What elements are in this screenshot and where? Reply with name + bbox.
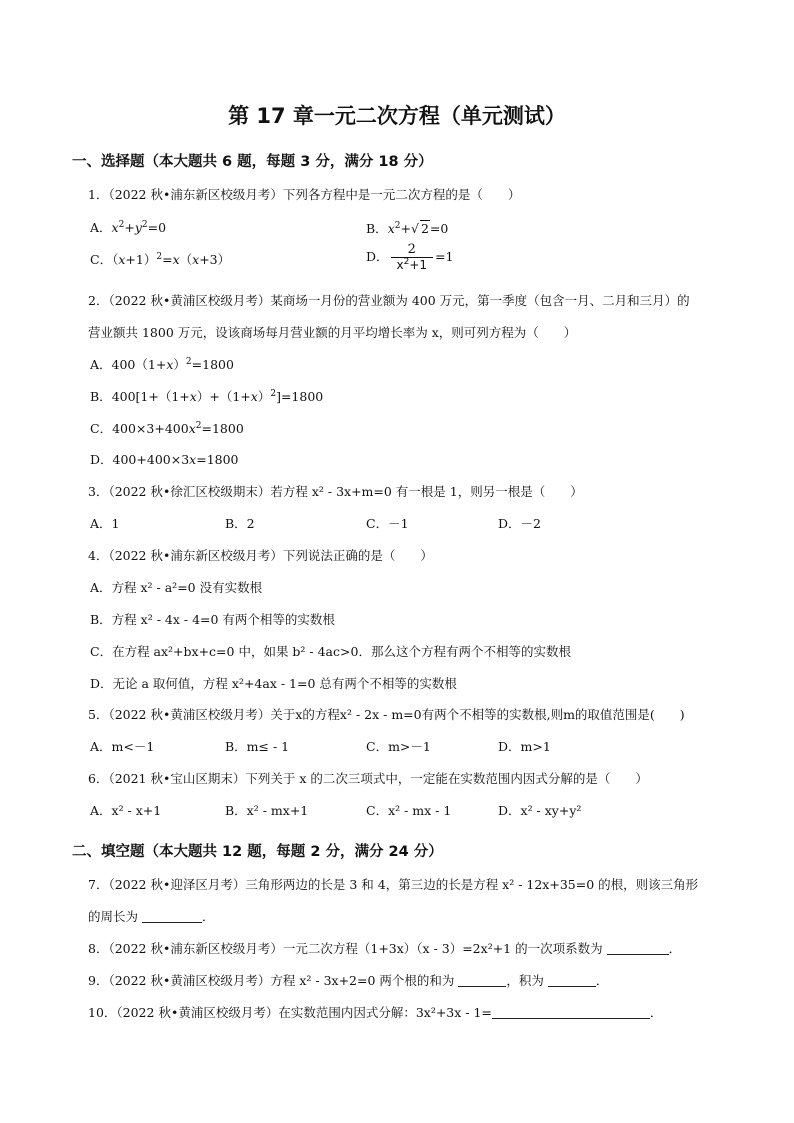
question-5-option-d: D．m>1 [498,739,551,754]
page-title: 第 17 章一元二次方程（单元测试） [228,104,566,128]
question-4-stem: 4．（2022 秋•浦东新区校级月考）下列说法正确的是（ ） [88,548,433,563]
question-5-option-a: A．m<－1 [90,739,155,754]
question-5-option-c: C．m>－1 [366,739,431,754]
answer-blank[interactable] [548,974,596,987]
question-6-option-c: C．x² - mx - 1 [366,803,452,818]
question-2-stem-line1: 2．（2022 秋•黄浦区校级月考）某商场一月份的营业额为 400 万元，第一季度（包含一月、二月和三月）的 [88,293,690,308]
question-7-stem-line2: 的周长为 ． [88,909,215,924]
question-5-option-b: B．m≤ - 1 [225,739,290,754]
question-5-stem: 5．（2022 秋•黄浦区校级月考）关于x的方程x² - 2x - m=0有两个不相等的实数根,则m的取值范围是( ) [88,707,685,722]
section-heading-choice: 一、选择题（本大题共 6 题，每题 3 分，满分 18 分） [72,154,433,170]
question-2-option-c: C．$400\times 3+400x^2=1800$ [90,421,244,436]
question-2-option-a: A．$400(1+x)^2=1800$ [90,357,234,372]
question-3-option-a: A．1 [90,516,120,531]
question-6-option-d: D．x² - xy+y² [498,803,582,818]
answer-blank[interactable] [142,910,202,923]
question-10-stem: 10．（2022 秋•黄浦区校级月考）在实数范围内因式分解：3x²+3x - 1= ． [88,1005,663,1020]
question-1-option-a: A．$x^2+y^2=0$ [90,220,167,235]
section-heading-fill: 二、填空题（本大题共 12 题，每题 2 分，满分 24 分） [72,844,443,860]
question-2-option-b: B．$400[1+(1+x)+(1+x)^2]=1800$ [90,389,324,404]
question-6-option-a: A．x² - x+1 [90,803,162,818]
answer-blank[interactable] [607,942,669,955]
question-2-stem-line2: 营业额共 1800 万元，设该商场每月营业额的月平均增长率为 x，则可列方程为（ ） [88,325,577,340]
fraction: $\frac{2}{x^2+1}$ [391,242,434,273]
question-3-stem: 3．（2022 秋•徐汇区校级期末）若方程 x² - 3x+m=0 有一根是 1，则另一根是（ ） [88,484,583,499]
question-3-option-d: D．－2 [498,516,541,531]
question-3-option-b: B．2 [225,516,255,531]
question-4-option-d: D．无论 a 取何值，方程 x²+4ax - 1=0 总有两个不相等的实数根 [90,676,457,691]
question-1-option-c: C．$(x+1)^2=x(x+3)$ [90,252,231,267]
question-1-stem: 1．（2022 秋•浦东新区校级月考）下列各方程中是一元二次方程的是（ ） [88,187,521,202]
answer-blank[interactable] [458,974,506,987]
question-1-option-d: D． $\frac{2}{x^2+1}$ =1 [366,242,454,272]
question-7-stem-line1: 7．（2022 秋•迎泽区月考）三角形两边的长是 3 和 4，第三边的长是方程 x² - 12x+35=0 的根，则该三角形 [88,877,699,892]
question-4-option-c: C．在方程 ax²+bx+c=0 中，如果 b² - 4ac>0．那么这个方程有两个不相等的实数根 [90,644,571,659]
question-1-option-b: B．$x^2+√$ 2=0 [366,221,449,236]
question-4-option-b: B．方程 x² - 4x - 4=0 有两个相等的实数根 [90,612,335,627]
question-8-stem: 8．（2022 秋•浦东新区校级月考）一元二次方程（1+3x）（x - 3）=2x²+1 的一次项系数为 ． [88,941,682,956]
question-9-stem: 9．（2022 秋•黄浦区校级月考）方程 x² - 3x+2=0 两个根的和为 ，积为 ． [88,973,609,988]
question-6-stem: 6．（2021 秋•宝山区期末）下列关于 x 的二次三项式中，一定能在实数范围内因式分解的是（ ） [88,771,648,786]
answer-blank[interactable] [492,1006,650,1019]
question-3-option-c: C．－1 [366,516,409,531]
question-4-option-a: A．方程 x² - a²=0 没有实数根 [90,580,263,595]
question-2-option-d: D．400+400×3x=1800 [90,452,239,467]
question-6-option-b: B．x² - mx+1 [225,803,309,818]
